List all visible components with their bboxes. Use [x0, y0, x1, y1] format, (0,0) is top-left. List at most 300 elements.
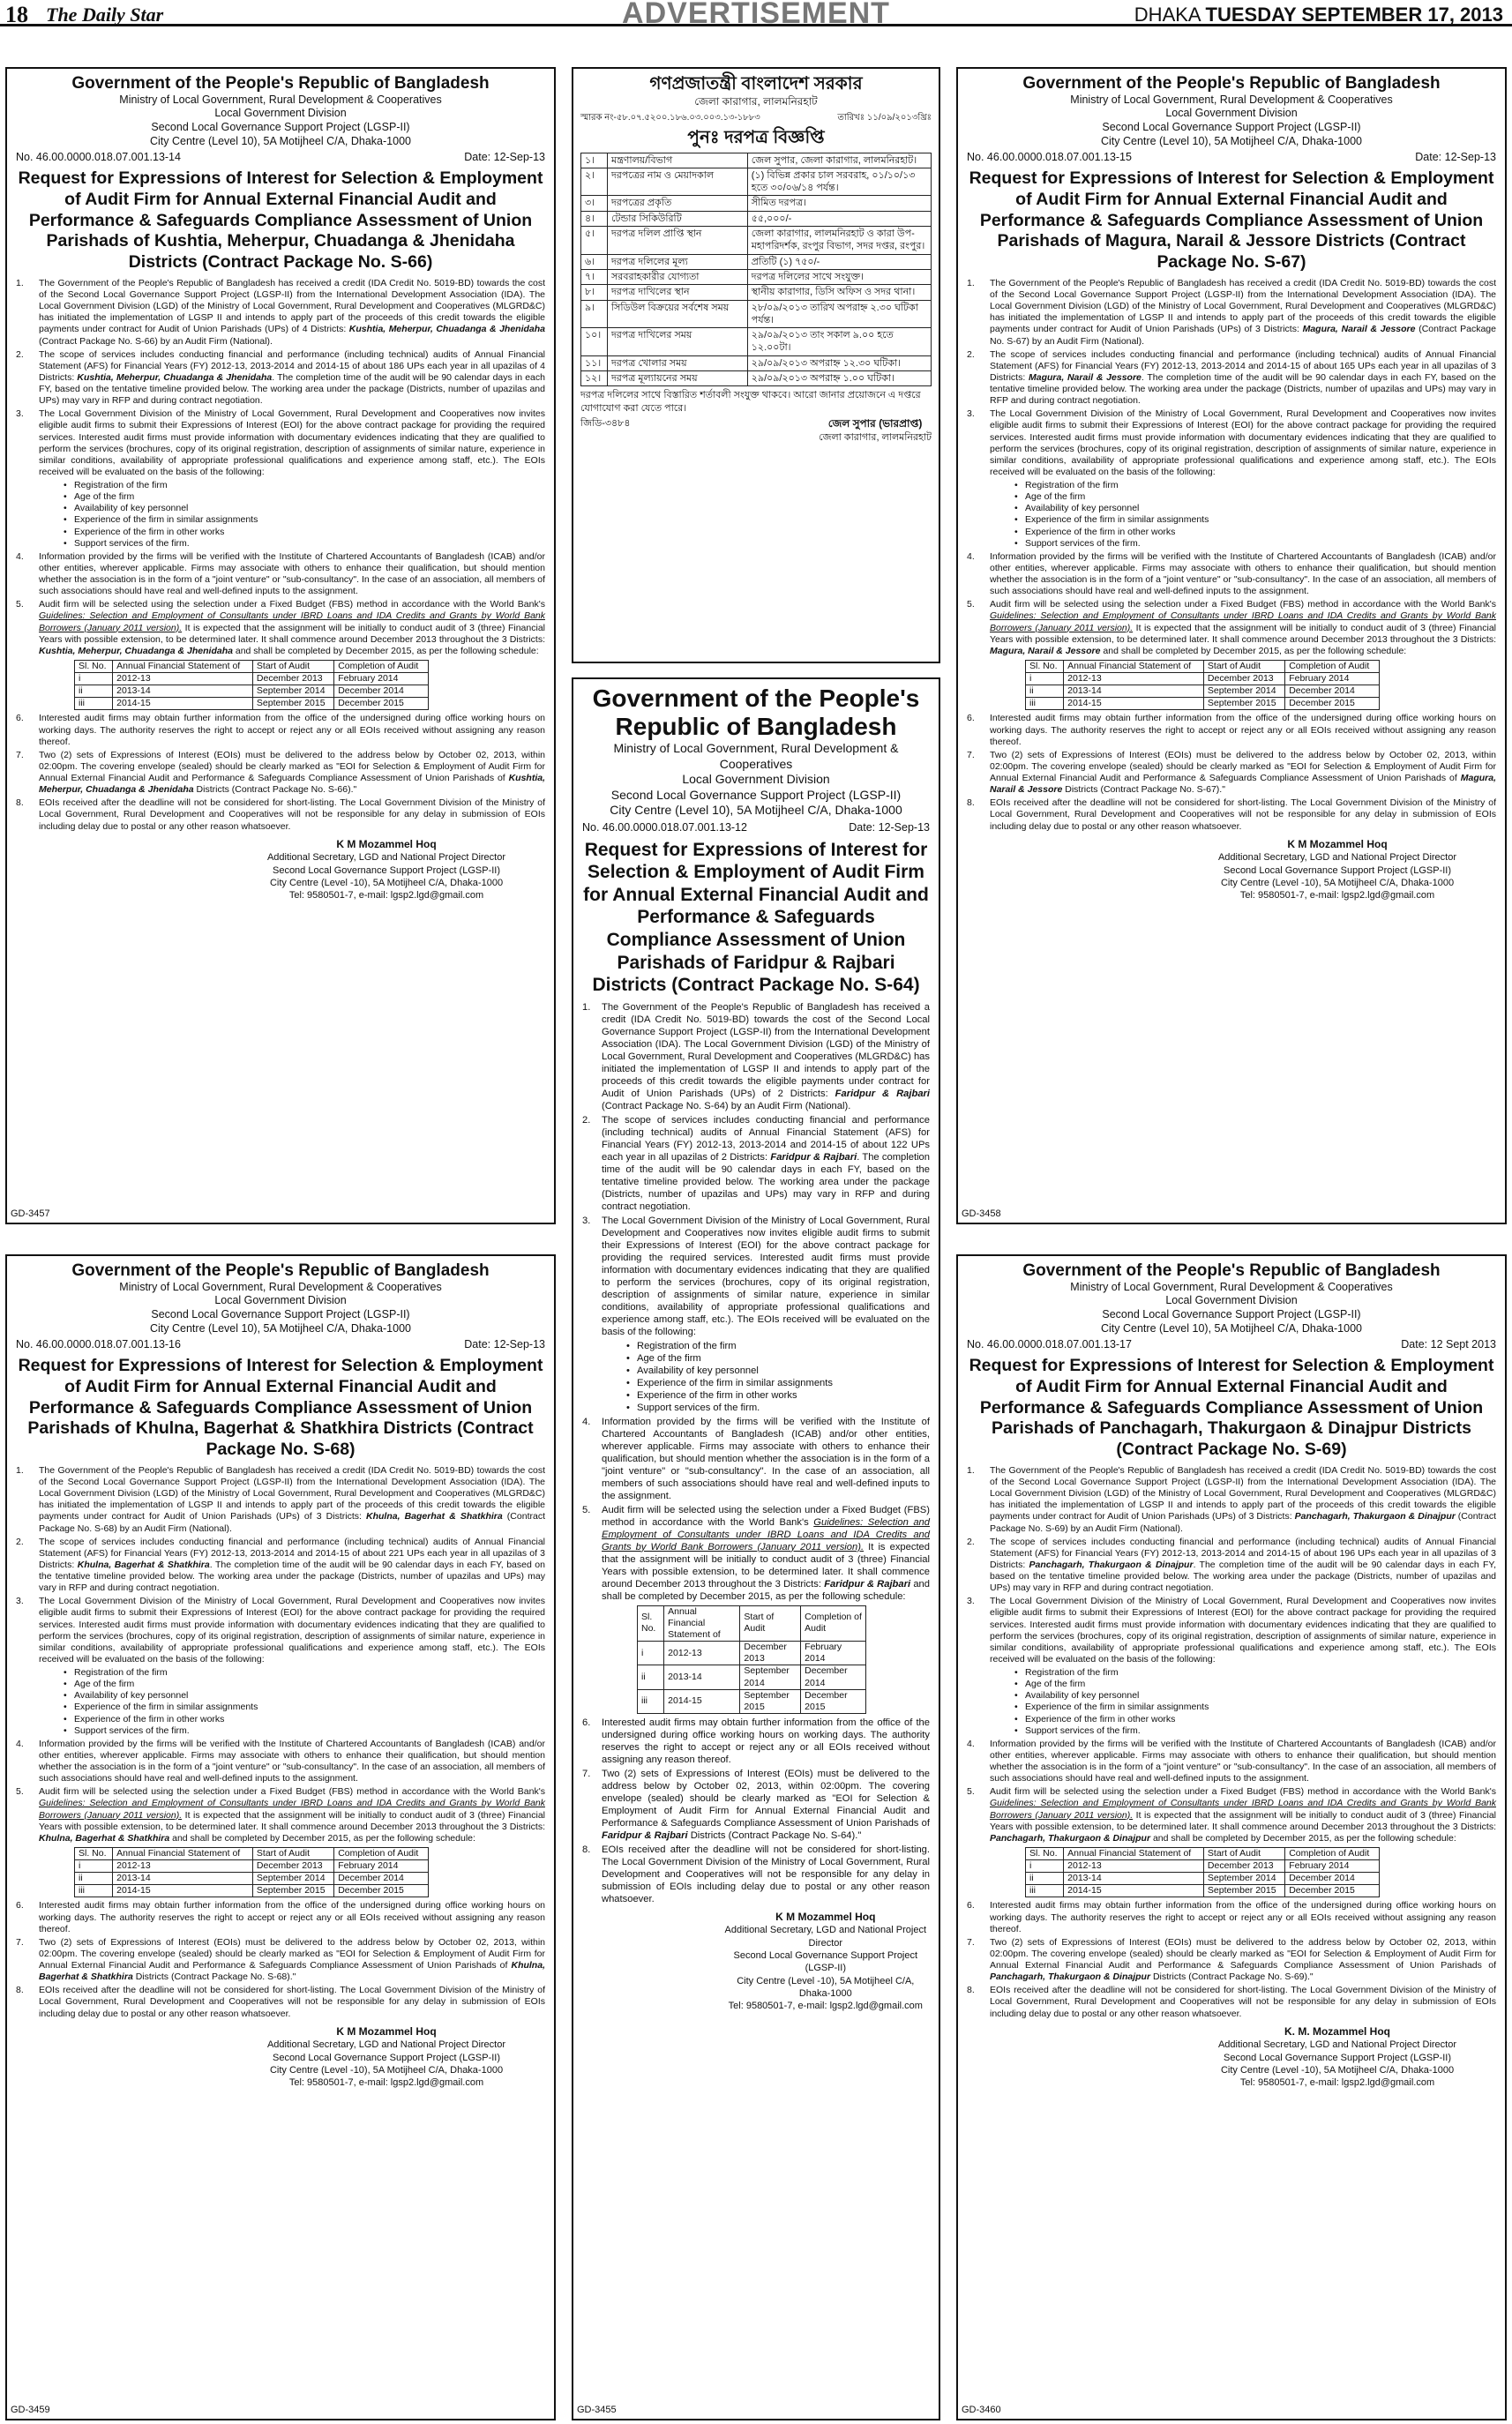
schedule-cell: 2014-15 [1064, 698, 1204, 710]
ad-title: Request for Expressions of Interest for Selection & Employment of Audit Firm for Annual External Financial Audit and Performance & Safeguards Compliance Assessment of Union Parishads of Panchagarh, Thakurgaon & Dinajpur Districts (Contract Package No. S-69) [969, 1355, 1494, 1460]
ad-paragraph-7: 7. Two (2) sets of Expressions of Interest (EOIs) must be delivered to the address below by October 02, 2013, within 02:00pm. The covering envelope (sealed) should be clearly marked as "EOI for Selection & Employment of Audit Firm for Annual External Financial Audit and Performance & Safeguards Compliance Assessment of Union Parishads of Kushtia, Meherpur, Chuadanga & Jhenidaha Districts (Contract Package No. S-66)." [16, 749, 545, 796]
p1-text: The Government of the People's Republic of Bangladesh has received a credit (IDA Credit No. 5019-BD) towards the cost of the Second Local Governance Support Project (LGSP-II) from the International Development Association (IDA). The Local Government Division (LGD) of the Ministry of Local Government, Rural Development and Cooperatives (MLGRD&C) has initiated the implementation of LGSP II and intends to apply part of the proceeds of this credit towards the eligible payments under contract for Audit of Union Parishads (UPs) of [39, 1464, 545, 1522]
schedule-cell: iii [1026, 1885, 1064, 1897]
p2-text-c: The completion time of the audit will be 90 calendar days in each FY, based on the tentative timeline provided below. The working area under the package (Districts, number of upazilas and UPs) may vary in RFP and during contract negotiation. [602, 1151, 930, 1212]
para-number: 6. [967, 713, 975, 724]
criteria-item: • Experience of the firm in similar assignments [64, 514, 545, 526]
ad-paragraph-3 [967, 1596, 1496, 1737]
p2-upcount: 196 [1339, 1547, 1356, 1559]
p6-text: Interested audit firms may obtain further information from the office of the undersigned during office working hours on working days. The authority reserves the right to accept or reject any or all EOIs received without assigning any reason thereof. [990, 1900, 1496, 1934]
ad-s64 [572, 677, 940, 2420]
ad-ref-line [16, 151, 545, 165]
bn-heading: গণপ্রজাতন্ত্রী বাংলাদেশ সরকার [649, 74, 863, 94]
bn-cell: ৬। [581, 254, 608, 269]
schedule-head-cell: Completion of Audit [334, 1847, 429, 1859]
p5-guidelines: Guidelines: Selection and Employment of Consultants under IBRD Loans and IDA Credits and Grants by World Bank Borrowers (January 2011 version). [39, 1798, 545, 1821]
schedule-cell: iii [638, 1689, 664, 1713]
criteria-item: • Availability of key personnel [64, 1690, 545, 1702]
para-number: 5. [16, 1786, 24, 1798]
schedule-cell: i [1026, 673, 1064, 685]
schedule-head-cell: Completion of Audit [801, 1605, 866, 1641]
criteria-item: • Registration of the firm [1014, 480, 1496, 491]
p3-text: The Local Government Division of the Ministry of Local Government, Rural Development and Cooperatives now invites eligible audit firms to submit their Expressions of Interest (EOI) for the above contract package for providing the required services. Interested audit firms must provide information with documentary evidences indicating that they are qualified to perform the services (brochures, copy of its original registration, description of assignments of similar nature, experience in similar conditions, availability of appropriate professional qualifications and experience among staff, etc.). The EOIs received will be evaluated on the basis of the following: [39, 408, 545, 477]
p2-upcount: 165 [1339, 360, 1356, 371]
p5-text: Audit firm will be selected using the selection under a Fixed Budget (FBS) method in accordance with the World Bank's [39, 599, 545, 610]
criteria-item: • Support services of the firm. [64, 1725, 545, 1737]
para-number: 2. [582, 1114, 591, 1126]
ad-paragraph-8 [582, 1844, 930, 1905]
para-number: 1. [582, 1001, 591, 1013]
bn-cell: ৫। [581, 227, 608, 255]
p8-text: EOIs received after the deadline will not be considered for short-listing. The Local Government Division of the Ministry of Local Government, Rural Development and Cooperatives will not be responsible for any delay in submission of EOIs including delay due to postal or any other reason whatsoever. [39, 1985, 545, 2019]
p7-districts: Panchagarh, Thakurgaon & Dinajpur [990, 1971, 1151, 1983]
schedule-cell: December 2014 [801, 1665, 866, 1689]
p2-text: The scope of services includes conducting financial and performance (including technical) audits of Annual Financial Statement (AFS) for Financial Years (FY) 2012-13, 2013-2014 and 2014-15 of about [602, 1114, 930, 1150]
bn-cell: সরবরাহকারীর যোগ্যতা [608, 269, 748, 284]
schedule-row [1026, 698, 1380, 710]
para-number: 8. [582, 1844, 591, 1855]
bn-row [581, 300, 932, 328]
schedule-cell: December 2013 [252, 673, 333, 685]
para-number: 7. [582, 1768, 591, 1779]
criteria-item: • Age of the firm [64, 1679, 545, 1690]
ad-s66 [5, 67, 556, 1224]
p2-text-b: UPs each year in all upazilas of [407, 360, 538, 371]
p1-package: S-64 [704, 1100, 725, 1111]
p2-text-b: UPs each year in all upazilas of [602, 1139, 930, 1163]
para-number: 6. [16, 713, 24, 724]
schedule-cell: iii [75, 698, 113, 710]
ad-s69 [956, 1254, 1507, 2420]
criteria-item: • Age of the firm [64, 491, 545, 503]
ad-paragraph-1: 1. The Government of the People's Republic of Bangladesh has received a credit (IDA Credit No. 5019-BD) towards the cost of the Second Local Governance Support Project (LGSP-II) from the International Development Association (IDA). The Local Government Division (LGD) of the Ministry of Local Government, Rural Development and Cooperatives (MLGRD&C) has initiated the implementation of LGSP II and intends to apply part of the proceeds of this credit towards the eligible payments under contract for Audit of Union Parishads (UPs) of 3 Districts: Panchagarh, Thakurgaon & Dinajpur (Contract Package No. S-69) by an Audit Firm (National). [967, 1464, 1496, 1534]
bn-row [581, 371, 932, 386]
schedule-cell: December 2013 [1203, 1860, 1284, 1873]
para-number: 2. [16, 348, 24, 360]
ad-ref-line [967, 151, 1496, 165]
ad-division: Local Government Division [1165, 107, 1298, 120]
ad-title-text: Request for Expressions of Interest for Selection & Employment of Audit Firm for Annual External Financial Audit and Performance & Safeguards Compliance Assessment of Union Parishads of [18, 168, 543, 251]
schedule-head-cell: Sl. No. [638, 1605, 664, 1641]
schedule-cell: i [75, 673, 113, 685]
criteria-item: • Experience of the firm in similar assignments [1014, 1702, 1496, 1713]
ad-paragraph-4 [967, 551, 1496, 598]
ad-date: Date: 12 Sept 2013 [1401, 1338, 1496, 1351]
p7-districts: Faridpur & Rajbari [602, 1829, 688, 1841]
signatory-project: Second Local Governance Support Project (LGSP-II) [1223, 864, 1452, 876]
ad-title: Request for Expressions of Interest for Selection & Employment of Audit Firm for Annual External Financial Audit and Performance & Safeguards Compliance Assessment of Union Parishads of Kushtia, Meherpur, Chuadanga & Jhenidaha Districts (Contract Package No. S-66) [18, 168, 543, 273]
bn-row [581, 211, 932, 226]
p5-districts: Magura, Narail & Jessore [990, 645, 1101, 656]
schedule-cell: September 2014 [1203, 1873, 1284, 1885]
schedule-cell: September 2015 [1203, 1885, 1284, 1897]
ad-ref-number: No. 46.00.0000.018.07.001.13-14 [16, 151, 181, 164]
p2-text-c: The completion time of the audit will be 90 calendar days in each FY, based on the tentative timeline provided below. The working area under the package (Districts, number of upazilas and UPs) may vary in RFP and during contract negotiation. [39, 371, 545, 407]
para-number: 8. [967, 797, 975, 809]
ad-signature [228, 838, 545, 902]
dateline: DHAKA TUESDAY SEPTEMBER 17, 2013 [1134, 4, 1503, 26]
p5-text-c: and shall be completed by December 2015, as per the following schedule: [1152, 1832, 1456, 1844]
schedule-row [1026, 673, 1380, 685]
p8-text: EOIs received after the deadline will not be considered for short-listing. The Local Government Division of the Ministry of Local Government, Rural Development and Cooperatives will not be responsible for any delay in submission of EOIs including delay due to postal or any other reason whatsoever. [990, 797, 1496, 832]
section-title: ADVERTISEMENT [622, 0, 890, 30]
p1-ndist: 3 [1255, 324, 1261, 335]
schedule-cell: i [75, 1860, 113, 1873]
signatory-contact: Tel: 9580501-7, e-mail: lgsp2.lgd@gmail.com [728, 2001, 923, 2012]
p2-districts: Panchagarh, Thakurgaon & Dinajpur [1029, 1559, 1194, 1570]
bn-row [581, 168, 932, 196]
ad-paragraphs [16, 278, 545, 833]
signatory-project: Second Local Governance Support Project (LGSP-II) [733, 1950, 918, 1974]
bn-cell: সিডিউল বিক্রয়ের সর্বশেষ সময় [608, 300, 748, 328]
p5-text: Audit firm will be selected using the selection under a Fixed Budget (FBS) method in accordance with the World Bank's [602, 1504, 930, 1528]
signatory-title: Additional Secretary, LGD and National Project Director [724, 1925, 927, 1949]
p5-districts: Kushtia, Meherpur, Chuadanga & Jhenidaha [39, 645, 233, 656]
schedule-cell: 2012-13 [1064, 673, 1204, 685]
p1-ndist: 2 [777, 1088, 783, 1099]
schedule-cell: 2014-15 [113, 698, 253, 710]
ad-title-districts: Faridpur & Rajbari [733, 952, 895, 973]
p7-districts: Magura, Narail & Jessore [990, 773, 1496, 796]
ad-project: Second Local Governance Support Project (LGSP-II) [1102, 1308, 1361, 1321]
p8-text: EOIs received after the deadline will not be considered for short-listing. The Local Government Division of the Ministry of Local Government, Rural Development and Cooperatives will not be responsible for any delay in submission of EOIs including delay due to postal or any other reason whatsoever. [990, 1985, 1496, 2019]
bn-cell: দরপত্র দাখিলের স্থান [608, 285, 748, 300]
ad-paragraph-1: 1. The Government of the People's Republic of Bangladesh has received a credit (IDA Credit No. 5019-BD) towards the cost of the Second Local Governance Support Project (LGSP-II) from the International Development Association (IDA). The Local Government Division (LGD) of the Ministry of Local Government, Rural Development and Cooperatives (MLGRD&C) has initiated the implementation of LGSP II and intends to apply part of the proceeds of this credit towards the eligible payments under contract for Audit of Union Parishads (UPs) of 2 Districts: Faridpur & Rajbari (Contract Package No. S-64) by an Audit Firm (National). [582, 1001, 930, 1111]
criteria-item: • Age of the firm [626, 1352, 930, 1365]
paper-name: The Daily Star [46, 4, 164, 26]
p5-guidelines: Guidelines: Selection and Employment of Consultants under IBRD Loans and IDA Credits and Grants by World Bank Borrowers (January 2011 version). [990, 1798, 1496, 1821]
ad-ref-line [967, 1338, 1496, 1352]
schedule-cell: December 2014 [334, 685, 429, 698]
p2-upcount: 221 [388, 1547, 405, 1559]
schedule-cell: February 2014 [801, 1642, 866, 1665]
schedule-table [74, 1847, 429, 1898]
schedule-head-cell: Start of Audit [1203, 660, 1284, 672]
signatory-contact: Tel: 9580501-7, e-mail: lgsp2.lgd@gmail.com [1239, 2077, 1435, 2089]
p1-text: The Government of the People's Republic of Bangladesh has received a credit (IDA Credit No. 5019-BD) towards the cost of the Second Local Governance Support Project (LGSP-II) from the International Development Association (IDA). The Local Government Division (LGD) of the Ministry of Local Government, Rural Development and Cooperatives (MLGRD&C) has initiated the implementation of LGSP II and intends to apply part of the proceeds of this credit towards the eligible payments under contract for Audit of Union Parishads (UPs) of [990, 1464, 1496, 1522]
criteria-item: • Registration of the firm [1014, 1667, 1496, 1679]
criteria-item: • Age of the firm [1014, 491, 1496, 503]
ad-paragraph-3 [16, 1596, 545, 1737]
bn-cell: দরপত্র মূল্যায়নের সময় [608, 371, 748, 386]
bn-cell: ১২। [581, 371, 608, 386]
ad-signature [722, 1911, 930, 2013]
ad-paragraph-3 [967, 408, 1496, 550]
ad-title-text: Request for Expressions of Interest for Selection & Employment of Audit Firm for Annual External Financial Audit and Performance & Safeguards Compliance Assessment of Union Parishads of [969, 168, 1494, 251]
para-number: 7. [16, 1936, 24, 1948]
p2-ndist: 3 [540, 1547, 546, 1559]
bn-row [581, 196, 932, 211]
ad-paragraph-8 [16, 797, 545, 832]
p7-package: S-66 [327, 784, 348, 796]
p7-package: S-68 [267, 1971, 288, 1983]
schedule-table [1025, 1847, 1380, 1898]
schedule-cell: 2013-14 [664, 1665, 740, 1689]
bn-row [581, 153, 932, 168]
para-number: 2. [967, 348, 975, 360]
ad-gd-number: GD-3455 [577, 2405, 617, 2416]
schedule-cell: February 2014 [334, 1860, 429, 1873]
criteria-item: • Experience of the firm in similar assignments [1014, 514, 1496, 526]
schedule-cell: December 2014 [1285, 685, 1380, 698]
p1-ndist: 4 [302, 324, 308, 335]
para-number: 7. [967, 749, 975, 760]
para-number: 3. [16, 1596, 24, 1607]
bn-cell: দরপত্র দাখিলের সময় [608, 328, 748, 356]
bn-title: পুনঃ দরপত্র বিজ্ঞপ্তি [687, 127, 825, 147]
ad-ref-number: No. 46.00.0000.018.07.001.13-15 [967, 151, 1132, 164]
ad-ministry: Ministry of Local Government, Rural Development & Cooperatives [119, 1280, 442, 1293]
ad-address: City Centre (Level 10), 5A Motijheel C/A, Dhaka-1000 [150, 134, 411, 147]
p1-districts: Kushtia, Meherpur, Chuadanga & Jhenidaha [348, 324, 546, 335]
ad-gd-number: GD-3459 [11, 2405, 50, 2416]
schedule-cell: December 2013 [1203, 673, 1284, 685]
ad-paragraphs [967, 278, 1496, 833]
ad-paragraph-1: 1. The Government of the People's Republic of Bangladesh has received a credit (IDA Credit No. 5019-BD) towards the cost of the Second Local Governance Support Project (LGSP-II) from the International Development Association (IDA). The Local Government Division (LGD) of the Ministry of Local Government, Rural Development and Cooperatives (MLGRD&C) has initiated the implementation of LGSP II and intends to apply part of the proceeds of this credit towards the eligible payments under contract for Audit of Union Parishads (UPs) of 3 Districts: Khulna, Bagerhat & Shatkhira (Contract Package No. S-68) by an Audit Firm (National). [16, 1464, 545, 1534]
ad-gd-number: GD-3457 [11, 1208, 50, 1220]
ad-gov-heading: Government of the People's Republic of Bangladesh [1022, 74, 1441, 93]
p1-package: S-68 [94, 1522, 115, 1534]
signatory-title: Additional Secretary, LGD and National Project Director [1217, 2039, 1457, 2051]
ad-paragraph-4 [16, 1739, 545, 1785]
ad-title-package: S-67 [1263, 252, 1301, 273]
ad-gov-heading: Government of the People's Republic of Bangladesh [592, 685, 920, 741]
criteria-item: • Availability of key personnel [626, 1365, 930, 1377]
ad-s67 [956, 67, 1507, 1224]
ad-gov-heading: Government of the People's Republic of Bangladesh [71, 1261, 490, 1280]
schedule-head-cell: Start of Audit [1203, 1847, 1284, 1859]
ad-gov-heading: Government of the People's Republic of Bangladesh [71, 74, 490, 93]
p7-text: Two (2) sets of Expressions of Interest (EOIs) must be delivered to the address below by October 02, 2013, within 02:00pm. The covering envelope (sealed) should be clearly marked as "EOI for Selection & Employment of Audit Firm for Annual External Financial Audit and Performance & Safeguards Compliance Assessment of Union Parishads of [990, 749, 1496, 783]
schedule-head-cell: Sl. No. [75, 1847, 113, 1859]
bn-row [581, 328, 932, 356]
ad-gd-number: GD-3458 [962, 1208, 1001, 1220]
schedule-head-cell: Annual Financial Statement of [113, 1847, 253, 1859]
signatory-address: City Centre (Level -10), 5A Motijheel C/A, Dhaka-1000 [269, 2064, 504, 2076]
signatory-address: City Centre (Level -10), 5A Motijheel C/A, Dhaka-1000 [1220, 877, 1455, 888]
para-number: 7. [967, 1936, 975, 1948]
ad-date: Date: 12-Sep-13 [464, 1338, 545, 1351]
para-number: 1. [967, 1464, 975, 1476]
schedule-header [75, 1847, 429, 1859]
schedule-header [1026, 660, 1380, 672]
signatory-title: Additional Secretary, LGD and National Project Director [1217, 852, 1457, 864]
ad-paragraph-8 [967, 1985, 1496, 2019]
bn-cell: দরপত্রের নাম ও মেয়াদকাল [608, 168, 748, 196]
para-number: 4. [16, 550, 24, 562]
bn-cell: ২৯/০৯/২০১৩ তাং সকাল ৯.০০ হতে ১২.০০টা। [747, 328, 931, 356]
p2-districts: Khulna, Bagerhat & Shatkhira [77, 1559, 210, 1570]
ad-date: Date: 12-Sep-13 [1415, 151, 1496, 164]
schedule-cell: ii [75, 685, 113, 698]
schedule-cell: iii [75, 1885, 113, 1897]
bn-cell: জেলা কারাগার, লালমনিরহাট ও কারা উপ-মহাপরিদর্শক, রংপুর বিভাগ, সদর দপ্তর, রংপুর। [747, 227, 931, 255]
p1-package: S-66 [135, 335, 155, 347]
p7-districts: Kushtia, Meherpur, Chuadanga & Jhenidaha [39, 773, 545, 796]
schedule-cell: 2013-14 [1064, 1873, 1204, 1885]
p7-text: Two (2) sets of Expressions of Interest (EOIs) must be delivered to the address below by October 02, 2013, within 02:00pm. The covering envelope (sealed) should be clearly marked as "EOI for Selection & Employment of Audit Firm for Annual External Financial Audit and Performance & Safeguards Compliance Assessment of Union Parishads of [39, 749, 545, 783]
ad-paragraph-1: 1. The Government of the People's Republic of Bangladesh has received a credit (IDA Credit No. 5019-BD) towards the cost of the Second Local Governance Support Project (LGSP-II) from the International Development Association (IDA). The Local Government Division (LGD) of the Ministry of Local Government, Rural Development and Cooperatives (MLGRD&C) has initiated the implementation of LGSP II and intends to apply part of the proceeds of this credit towards the eligible payments under contract for Audit of Union Parishads (UPs) of 4 Districts: Kushtia, Meherpur, Chuadanga & Jhenidaha (Contract Package No. S-66) by an Audit Firm (National). [16, 277, 546, 347]
ad-ref-line [16, 1338, 545, 1352]
p2-text-c: The completion time of the audit will be 90 calendar days in each FY, based on the tentative timeline provided below. The working area under the package (Districts, number of upazilas and UPs) may vary in RFP and during contract negotiation. [990, 371, 1496, 407]
para-number: 3. [967, 408, 975, 420]
bn-cell: প্রতিটি (১) ৭৫০/- [747, 254, 931, 269]
ad-address: City Centre (Level 10), 5A Motijheel C/A, Dhaka-1000 [610, 803, 902, 818]
schedule-header [75, 660, 429, 672]
schedule-cell: February 2014 [1285, 1860, 1380, 1873]
para-number: 1. [16, 1464, 24, 1476]
ad-paragraph-4 [582, 1416, 930, 1502]
p2-text: The scope of services includes conducting financial and performance (including technical) audits of Annual Financial Statement (AFS) for Financial Years (FY) 2012-13, 2013-2014 and 2014-15 of about [990, 1536, 1496, 1559]
p4-text: Information provided by the firms will be verified with the Institute of Chartered Accountants of Bangladesh (ICAB) and/or other entities, wherever applicable. Firms may associate with others to enhance their qualification, but should mention whether the association is in the form of a "joint venture" or "sub-consultancy". In the case of an association, all members of such associations should have real and well-defined inputs to the assignment. [602, 1416, 930, 1501]
p2-ndist: 2 [721, 1151, 727, 1163]
p1-districts: Magura, Narail & Jessore [1302, 324, 1416, 335]
bn-cell: মন্ত্রণালয়/বিভাগ [608, 153, 748, 168]
ad-paragraph-6 [967, 713, 1496, 747]
ad-paragraph-6 [582, 1717, 930, 1766]
bn-row [581, 355, 932, 370]
p2-upcount: 186 [388, 360, 405, 371]
schedule-row [75, 685, 429, 698]
criteria-item: • Experience of the firm in other works [64, 527, 545, 538]
schedule-row [1026, 1860, 1380, 1873]
ad-division: Local Government Division [214, 107, 347, 120]
schedule-cell: i [1026, 1860, 1064, 1873]
ad-title-package: S-69 [1304, 1440, 1342, 1460]
schedule-head-cell: Start of Audit [740, 1605, 801, 1641]
ad-paragraph-2: 2. The scope of services includes conducting financial and performance (including technical) audits of Annual Financial Statement (AFS) for Financial Years (FY) 2012-13, 2013-2014 and 2014-15 of about 165 UPs each year in all upazilas of 3 Districts: Magura, Narail & Jessore. The completion time of the audit will be 90 calendar days in each FY, based on the tentative timeline provided below. The working area under the package (Districts, number of upazilas and UPs) may vary in RFP and during contract negotiation. [967, 348, 1497, 407]
ad-title-package: S-64 [874, 975, 914, 996]
p5-text: Audit firm will be selected using the selection under a Fixed Budget (FBS) method in accordance with the World Bank's [990, 599, 1496, 610]
schedule-header [1026, 1847, 1380, 1859]
criteria-item: • Registration of the firm [626, 1340, 930, 1352]
p7-package: S-69 [1284, 1971, 1305, 1983]
ad-paragraph-2: 2. The scope of services includes conducting financial and performance (including technical) audits of Annual Financial Statement (AFS) for Financial Years (FY) 2012-13, 2013-2014 and 2014-15 of about 196 UPs each year in all upazilas of 3 Districts: Panchagarh, Thakurgaon & Dinajpur. The completion time of the audit will be 90 calendar days in each FY, based on the tentative timeline provided below. The working area under the package (Districts, number of upazilas and UPs) may vary in RFP and during contract negotiation. [967, 1536, 1497, 1594]
ad-paragraph-3 [16, 408, 545, 550]
schedule-cell: 2012-13 [1064, 1860, 1204, 1873]
schedule-cell: December 2015 [801, 1689, 866, 1713]
ad-title: Request for Expressions of Interest for Selection & Employment of Audit Firm for Annual External Financial Audit and Performance & Safeguards Compliance Assessment of Union Parishads of Magura, Narail & Jessore Districts (Contract Package No. S-67) [969, 168, 1494, 273]
p5-districts: Faridpur & Rajbari [824, 1578, 911, 1590]
signatory-project: Second Local Governance Support Project (LGSP-II) [272, 2052, 501, 2063]
signatory-title: Additional Secretary, LGD and National Project Director [266, 2039, 506, 2051]
schedule-cell: 2014-15 [1064, 1885, 1204, 1897]
bn-cell: স্থানীয় কারাগার, ডিসি অফিস ও সদর থানা। [747, 285, 931, 300]
bn-cell: ২৯/০৯/২০১৩ অপরাহ্ন ১২.৩০ ঘটিকা। [747, 355, 931, 370]
para-number: 4. [967, 550, 975, 562]
schedule-cell: February 2014 [1285, 673, 1380, 685]
ad-ref-line [582, 821, 930, 835]
schedule-head-cell: Annual Financial Statement of [113, 660, 253, 672]
bn-cell: ৭। [581, 269, 608, 284]
schedule-row [75, 698, 429, 710]
p4-text: Information provided by the firms will be verified with the Institute of Chartered Accountants of Bangladesh (ICAB) and/or other entities, wherever applicable. Firms may associate with others to enhance their qualification, but should mention whether the association is in the form of a "joint venture" or "sub-consultancy". In the case of an association, all members of such associations should have real and well-defined inputs to the assignment. [39, 550, 545, 597]
ad-paragraph-1: 1. The Government of the People's Republic of Bangladesh has received a credit (IDA Credit No. 5019-BD) towards the cost of the Second Local Governance Support Project (LGSP-II) from the International Development Association (IDA). The Local Government Division (LGD) of the Ministry of Local Government, Rural Development and Cooperatives (MLGRD&C) has initiated the implementation of LGSP II and intends to apply part of the proceeds of this credit towards the eligible payments under contract for Audit of Union Parishads (UPs) of 3 Districts: Magura, Narail & Jessore (Contract Package No. S-67) by an Audit Firm (National). [967, 277, 1496, 347]
p5-text-b: It is expected that the assignment will be initially to conduct audit of 3 (three) Financial Years with possible extension, to be determined later. It shall commence around December 2013 throughout the 3 Districts: [602, 1541, 931, 1590]
bn-cell: দরপত্র দলিল প্রাপ্তি স্থান [608, 227, 748, 255]
signatory-name: K M Mozammel Hoq [336, 2024, 437, 2038]
schedule-row [75, 1860, 429, 1873]
ad-paragraph-8 [967, 797, 1496, 832]
schedule-cell: ii [638, 1665, 664, 1689]
ad-ref-number: No. 46.00.0000.018.07.001.13-12 [582, 820, 747, 834]
ad-title-districts: Panchagarh, Thakurgaon & Dinajpur [1099, 1418, 1398, 1439]
criteria-item: • Registration of the firm [64, 1667, 545, 1679]
bn-cell: ২৯/০৯/২০১৩ অপরাহ্ন ১.০০ ঘটিকা। [747, 371, 931, 386]
ad-gov-heading: Government of the People's Republic of Bangladesh [1022, 1261, 1441, 1280]
para-number: 6. [582, 1717, 591, 1728]
para-number: 6. [16, 1900, 24, 1912]
schedule-head-cell: Sl. No. [1026, 660, 1064, 672]
para-number: 1. [16, 277, 24, 288]
para-number: 1. [967, 277, 975, 288]
p4-text: Information provided by the firms will be verified with the Institute of Chartered Accountants of Bangladesh (ICAB) and/or other entities, wherever applicable. Firms may associate with others to enhance their qualification, but should mention whether the association is in the form of a "joint venture" or "sub-consultancy". In the case of an association, all members of such associations should have real and well-defined inputs to the assignment. [39, 1738, 545, 1784]
schedule-cell: 2012-13 [113, 1860, 253, 1873]
schedule-row [638, 1689, 866, 1713]
bn-row [581, 285, 932, 300]
p2-districts: Magura, Narail & Jessore [1028, 371, 1141, 383]
ad-address: City Centre (Level 10), 5A Motijheel C/A, Dhaka-1000 [1101, 134, 1362, 147]
ad-paragraphs [16, 1465, 545, 2020]
schedule-head-cell: Completion of Audit [1285, 1847, 1380, 1859]
schedule-cell: 2014-15 [664, 1689, 740, 1713]
bn-table [580, 153, 932, 387]
ad-date: Date: 12-Sep-13 [849, 820, 930, 834]
schedule-cell: 2013-14 [1064, 685, 1204, 698]
para-number: 4. [967, 1738, 975, 1749]
p1-package: S-67 [1007, 335, 1027, 347]
para-number: 2. [967, 1536, 975, 1547]
p6-text: Interested audit firms may obtain further information from the office of the undersigned during office working hours on working days. The authority reserves the right to accept or reject any or all EOIs received without assigning any reason thereof. [39, 1900, 545, 1934]
ad-signature [1179, 838, 1496, 902]
schedule-head-cell: Sl. No. [1026, 1847, 1064, 1859]
bn-cell: জেল সুপার, জেলা কারাগার, লালমনিরহাট। [747, 153, 931, 168]
p5-text-c: and shall be completed by December 2015, as per the following schedule: [602, 1578, 930, 1602]
criteria-item: • Experience of the firm in other works [1014, 1714, 1496, 1725]
schedule-row [75, 1873, 429, 1885]
schedule-cell: September 2015 [252, 1885, 333, 1897]
schedule-cell: December 2014 [334, 1873, 429, 1885]
criteria-item: • Experience of the firm in similar assignments [626, 1377, 930, 1389]
signatory-address: City Centre (Level -10), 5A Motijheel C/A, Dhaka-1000 [737, 1975, 915, 1999]
para-number: 8. [967, 1985, 975, 1996]
schedule-head-cell: Completion of Audit [334, 660, 429, 672]
p7-text: Two (2) sets of Expressions of Interest (EOIs) must be delivered to the address below by October 02, 2013, within 02:00pm. The covering envelope (sealed) should be clearly marked as "EOI for Selection & Employment of Audit Firm for Annual External Financial Audit and Performance & Safeguards Compliance Assessment of Union Parishads of [990, 1936, 1496, 1971]
schedule-row [75, 673, 429, 685]
ad-paragraph-7: 7. Two (2) sets of Expressions of Interest (EOIs) must be delivered to the address below by October 02, 2013, within 02:00pm. The covering envelope (sealed) should be clearly marked as "EOI for Selection & Employment of Audit Firm for Annual External Financial Audit and Performance & Safeguards Compliance Assessment of Union Parishads of Panchagarh, Thakurgaon & Dinajpur Districts (Contract Package No. S-69)." [967, 1936, 1496, 1983]
ad-paragraph-2: 2. The scope of services includes conducting financial and performance (including technical) audits of Annual Financial Statement (AFS) for Financial Years (FY) 2012-13, 2013-2014 and 2014-15 of about 186 UPs each year in all upazilas of 4 Districts: Kushtia, Meherpur, Chuadanga & Jhenidaha. The completion time of the audit will be 90 calendar days in each FY, based on the tentative timeline provided below. The working area under the package (Districts, number of upazilas and UPs) may vary in RFP and during contract negotiation. [16, 348, 546, 407]
bn-cell: ৫৫,০০০/- [747, 211, 931, 226]
bn-cell: দরপত্রের প্রকৃতি [608, 196, 748, 211]
signatory-contact: Tel: 9580501-7, e-mail: lgsp2.lgd@gmail.com [288, 890, 484, 902]
schedule-cell: September 2014 [252, 685, 333, 698]
criteria-list [64, 1667, 545, 1737]
ad-ministry: Ministry of Local Government, Rural Development & Cooperatives [1070, 93, 1393, 106]
schedule-row [1026, 1885, 1380, 1897]
ad-paragraph-7: 7. Two (2) sets of Expressions of Interest (EOIs) must be delivered to the address below by October 02, 2013, within 02:00pm. The covering envelope (sealed) should be clearly marked as "EOI for Selection & Employment of Audit Firm for Annual External Financial Audit and Performance & Safeguards Compliance Assessment of Union Parishads of Magura, Narail & Jessore Districts (Contract Package No. S-67)." [967, 749, 1496, 796]
schedule-cell: December 2015 [1285, 698, 1380, 710]
bn-cell: ২। [581, 168, 608, 196]
schedule-head-cell: Start of Audit [252, 1847, 333, 1859]
p5-districts: Panchagarh, Thakurgaon & Dinajpur [990, 1832, 1151, 1844]
schedule-row [1026, 1873, 1380, 1885]
signatory-title: Additional Secretary, LGD and National Project Director [266, 852, 506, 864]
schedule-cell: ii [1026, 685, 1064, 698]
ad-paragraph-5 [16, 1786, 545, 1897]
schedule-cell: 2012-13 [664, 1642, 740, 1665]
p2-text-c: The completion time of the audit will be 90 calendar days in each FY, based on the tentative timeline provided below. The working area under the package (Districts, number of upazilas and UPs) may vary in RFP and during contract negotiation. [990, 1559, 1496, 1594]
p2-districts: Kushtia, Meherpur, Chuadanga & Jhenidaha [77, 371, 273, 383]
